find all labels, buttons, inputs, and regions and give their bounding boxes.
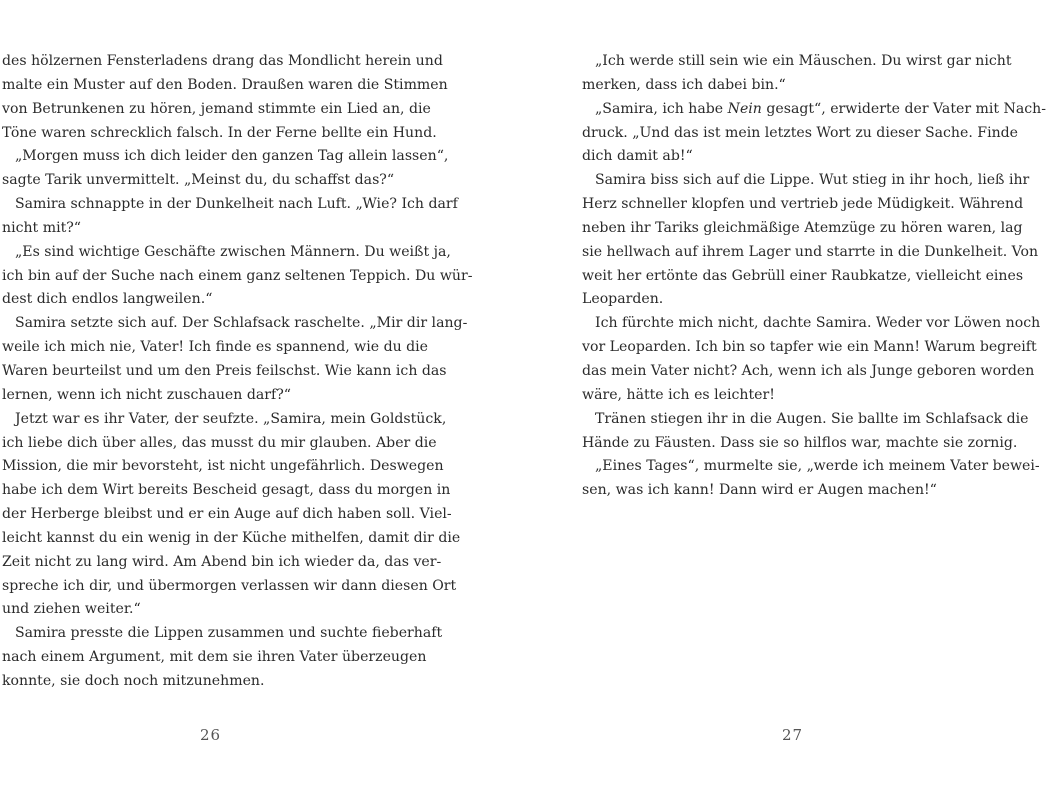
text-line: ich liebe dich über alles, das musst du mir glauben. Aber die (2, 434, 437, 451)
text-line: des hölzernen Fensterladens drang das Mondlicht herein und (2, 53, 443, 69)
text-line: weit her ertönte das Gebrüll einer Raubkatze, vielleicht eines (582, 267, 1024, 284)
text-line: von Betrunkenen zu hören, jemand stimmte ein Lied an, die (2, 100, 431, 117)
text-line: spreche ich dir, und übermorgen verlassen wir dann diesen Ort (2, 577, 457, 594)
text-line: konnte, sie doch noch mitzunehmen. (2, 672, 265, 689)
text-line: „Es sind wichtige Geschäfte zwischen Männern. Du weißt ja, (15, 243, 451, 260)
text-line: Ich fürchte mich nicht, dachte Samira. Weder vor Löwen noch (595, 315, 1041, 332)
text-line: Samira presste die Lippen zusammen und suchte fieberhaft (15, 625, 443, 642)
text-line: sen, was ich kann! Dann wird er Augen machen!“ (582, 482, 937, 499)
text-line: druck. „Und das ist mein letztes Wort zu dieser Sache. Finde (582, 124, 1019, 141)
text-line: Hände zu Fäusten. Dass sie so hilflos war, machte sie zornig. (582, 434, 1018, 451)
text-line: Töne waren schrecklich falsch. In der Ferne bellte ein Hund. (2, 124, 437, 141)
text-line: merken, dass ich dabei bin.“ (582, 76, 786, 93)
text-line: malte ein Muster auf den Boden. Draußen waren die Stimmen (2, 76, 448, 93)
text-line: Herz schneller klopfen und vertrieb jede Müdigkeit. Während (582, 196, 1024, 213)
text-line: weile ich mich nie, Vater! Ich finde es spannend, wie du die (2, 339, 429, 356)
text-line: wäre, hätte ich es leichter! (582, 386, 775, 403)
text-line: das mein Vater nicht? Ach, wenn ich als Junge geboren worden (582, 362, 1035, 379)
text-line: Tränen stiegen ihr in die Augen. Sie ballte im Schlafsack die (595, 410, 1029, 427)
text-line: ich bin auf der Suche nach einem ganz seltenen Teppich. Du wür- (2, 267, 473, 284)
left-page (2, 50, 473, 694)
text-line: und ziehen weiter.“ (2, 601, 141, 618)
text-line: „Ich werde still sein wie ein Mäuschen. Du wirst gar nicht (595, 53, 1012, 69)
text-line: sagte Tarik unvermittelt. „Meinst du, du schaffst das?“ (2, 172, 395, 189)
text-line (582, 98, 1046, 122)
text-line: Mission, die mir bevorsteht, ist nicht ungefährlich. Deswegen (2, 458, 444, 475)
text-line: Waren beurteilst und um den Preis feilschst. Wie kann ich das (2, 362, 447, 379)
text-line: Samira schnappte in der Dunkelheit nach Luft. „Wie? Ich darf (15, 196, 458, 213)
text-line: nach einem Argument, mit dem sie ihren Vater überzeugen (2, 649, 427, 666)
emphasized-word: Nein (727, 100, 762, 117)
text-line: der Herberge bleibst und er ein Auge auf dich haben soll. Viel- (2, 506, 452, 523)
text-line: Samira setzte sich auf. Der Schlafsack raschelte. „Mir dir lang- (15, 315, 468, 332)
text-line: nicht mit?“ (2, 219, 81, 236)
text-line: dich damit ab!“ (582, 148, 693, 165)
text-line: habe ich dem Wirt bereits Bescheid gesagt, dass du morgen in (2, 482, 451, 499)
page-number-left: 26 (200, 726, 222, 744)
text-line: Zeit nicht zu lang wird. Am Abend bin ich wieder da, das ver- (2, 553, 442, 570)
text-line: Samira biss sich auf die Lippe. Wut stieg in ihr hoch, ließ ihr (595, 172, 1030, 189)
text-line: leicht kannst du ein wenig in der Küche mithelfen, damit dir die (2, 529, 461, 546)
text-line: „Eines Tages“, murmelte sie, „werde ich meinem Vater bewei- (595, 458, 1040, 475)
text-line: dest dich endlos langweilen.“ (2, 291, 213, 308)
right-page (582, 50, 1046, 503)
text-line: neben ihr Tariks gleichmäßige Atemzüge zu hören waren, lag (582, 219, 1023, 236)
text-line: sie hellwach auf ihrem Lager und starrte in die Dunkelheit. Von (582, 243, 1039, 260)
text-line: vor Leoparden. Ich bin so tapfer wie ein Mann! Warum begreift (582, 339, 1037, 356)
text-line: Jetzt war es ihr Vater, der seufzte. „Samira, mein Goldstück, (15, 410, 447, 427)
text-line: lernen, wenn ich nicht zuschauen darf?“ (2, 386, 291, 403)
text-segment: gesagt“, erwiderte der Vater mit Nach- (761, 100, 1046, 117)
page-number-right: 27 (782, 726, 804, 744)
text-segment: „Samira, ich habe (595, 100, 728, 117)
text-line: „Morgen muss ich dich leider den ganzen Tag allein lassen“, (15, 148, 449, 165)
text-line: Leoparden. (582, 291, 664, 308)
